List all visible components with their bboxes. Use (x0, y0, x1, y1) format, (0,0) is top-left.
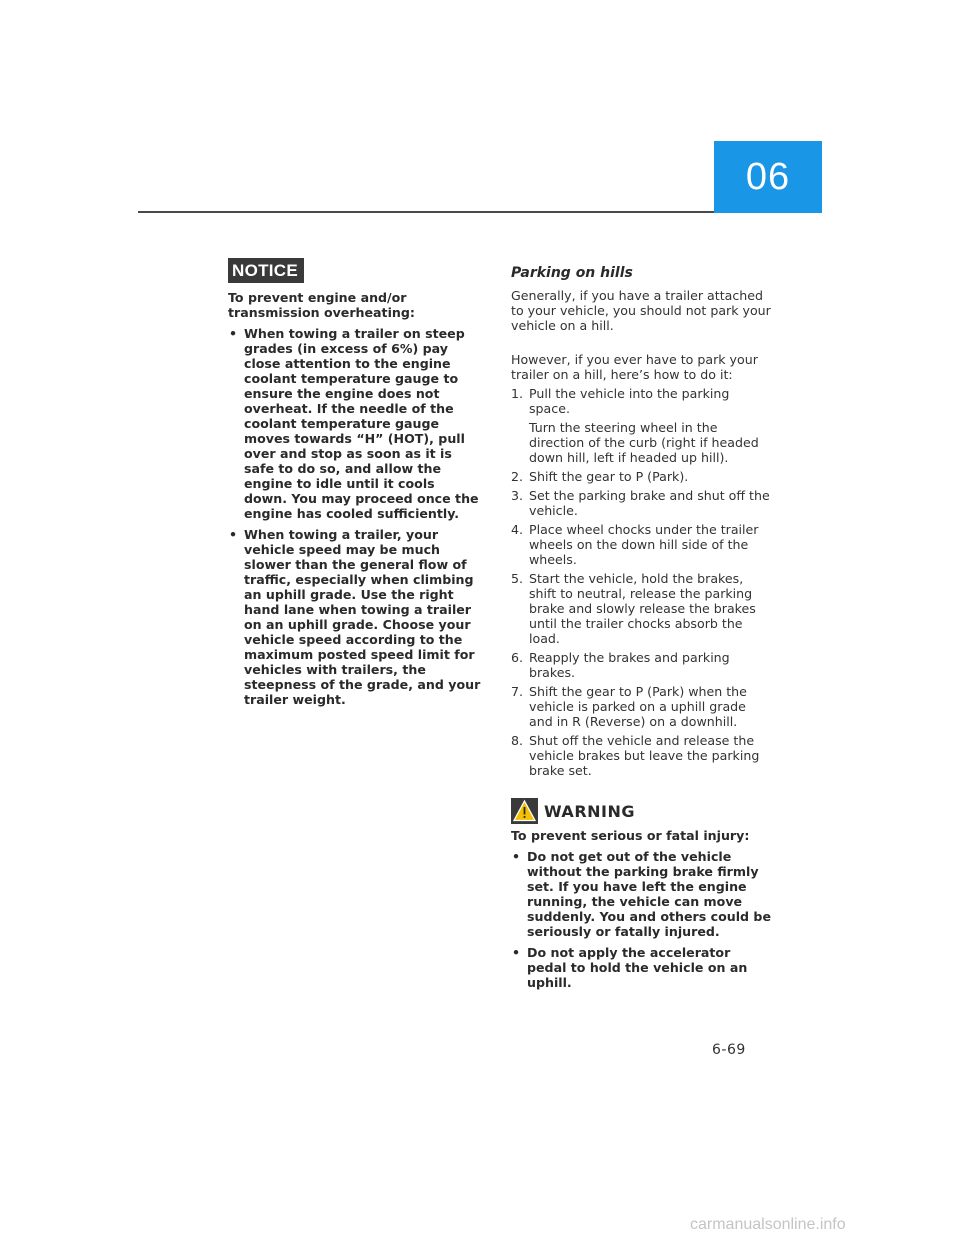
notice-bullet-list (228, 326, 482, 707)
warning-header (511, 798, 773, 824)
warning-triangle-icon (511, 798, 538, 824)
step-number: 8. (511, 733, 524, 748)
step-number: 7. (511, 684, 524, 699)
warning-label: WARNING (544, 801, 635, 821)
step-item (511, 386, 773, 465)
step-item (511, 650, 773, 680)
step-number: 5. (511, 571, 524, 586)
step-text: Shift the gear to P (Park) when the vehicle is parked on a uphill grade and in R (Reverse) on a downhill. (529, 684, 747, 729)
step-text: Start the vehicle, hold the brakes, shift to neutral, release the parking brake and slowly release the brakes until the trailer chocks absorb the load. (529, 571, 756, 646)
notice-bullet (228, 326, 482, 521)
step-item (511, 684, 773, 729)
warning-bullet-text: Do not apply the accelerator pedal to hold the vehicle on an uphill. (527, 945, 748, 990)
watermark: carmanualsonline.info (690, 1216, 846, 1233)
chapter-tab (714, 141, 822, 213)
page-number: 6-69 (712, 1042, 746, 1058)
chapter-number: 06 (745, 155, 791, 198)
step-number: 4. (511, 522, 524, 537)
notice-intro: To prevent engine and/or transmission overheating: (228, 290, 415, 320)
step-item (511, 488, 773, 518)
paragraph: However, if you ever have to park your trailer on a hill, here’s how to do it: (511, 352, 758, 382)
notice-bullet-text: When towing a trailer on steep grades (in excess of 6%) pay close attention to the engine coolant temperature gauge to ensure the engine does not overheat. If the needle of the coolant temperature gauge moves towards “H” (HOT), pull over and stop as soon as it is safe to do so, and allow the engine to idle until it cools down. You may proceed once the engine has cooled sufficiently. (244, 326, 479, 521)
step-text: Place wheel chocks under the trailer wheels on the down hill side of the wheels. (529, 522, 759, 567)
warning-intro: To prevent serious or fatal injury: (511, 828, 750, 843)
step-item (511, 733, 773, 778)
bullet-dot-icon: • (229, 527, 238, 542)
header-rule (138, 211, 714, 213)
warning-bullet (511, 849, 773, 939)
paragraph: Generally, if you have a trailer attached to your vehicle, you should not park your vehicle on a hill. (511, 288, 771, 333)
step-item (511, 469, 773, 484)
step-text: Pull the vehicle into the parking space. (529, 386, 730, 416)
notice-column (228, 258, 482, 707)
step-text: Set the parking brake and shut off the vehicle. (529, 488, 770, 518)
warning-bullet-text: Do not get out of the vehicle without the parking brake firmly set. If you have left the engine running, the vehicle can move suddenly. You and others could be seriously or fatally injured. (527, 849, 771, 939)
section-title: Parking on hills (511, 265, 633, 281)
step-number: 3. (511, 488, 524, 503)
step-text: Shift the gear to P (Park). (529, 469, 689, 484)
notice-badge: NOTICE (228, 258, 304, 283)
parking-column (511, 258, 773, 990)
warning-bullet (511, 945, 773, 990)
step-number: 2. (511, 469, 524, 484)
steps-list (511, 386, 773, 778)
step-text: Reapply the brakes and parking brakes. (529, 650, 730, 680)
step-item (511, 522, 773, 567)
notice-bullet (228, 527, 482, 707)
warning-bullet-list (511, 849, 773, 990)
notice-bullet-text: When towing a trailer, your vehicle speed may be much slower than the general flow of traffic, especially when climbing an uphill grade. Use the right hand lane when towing a trailer on an uphill grade. Choose your vehicle speed according to the maximum posted speed limit for vehicles with trailers, the steepness of the grade, and your trailer weight. (244, 527, 481, 707)
step-item (511, 571, 773, 646)
bullet-dot-icon: • (512, 945, 521, 960)
step-number: 1. (511, 386, 524, 401)
bullet-dot-icon: • (229, 326, 238, 341)
step-number: 6. (511, 650, 524, 665)
step-text: Shut off the vehicle and release the vehicle brakes but leave the parking brake set. (529, 733, 760, 778)
bullet-dot-icon: • (512, 849, 521, 864)
step-note: Turn the steering wheel in the direction of the curb (right if headed down hill, left if headed up hill). (529, 420, 759, 465)
